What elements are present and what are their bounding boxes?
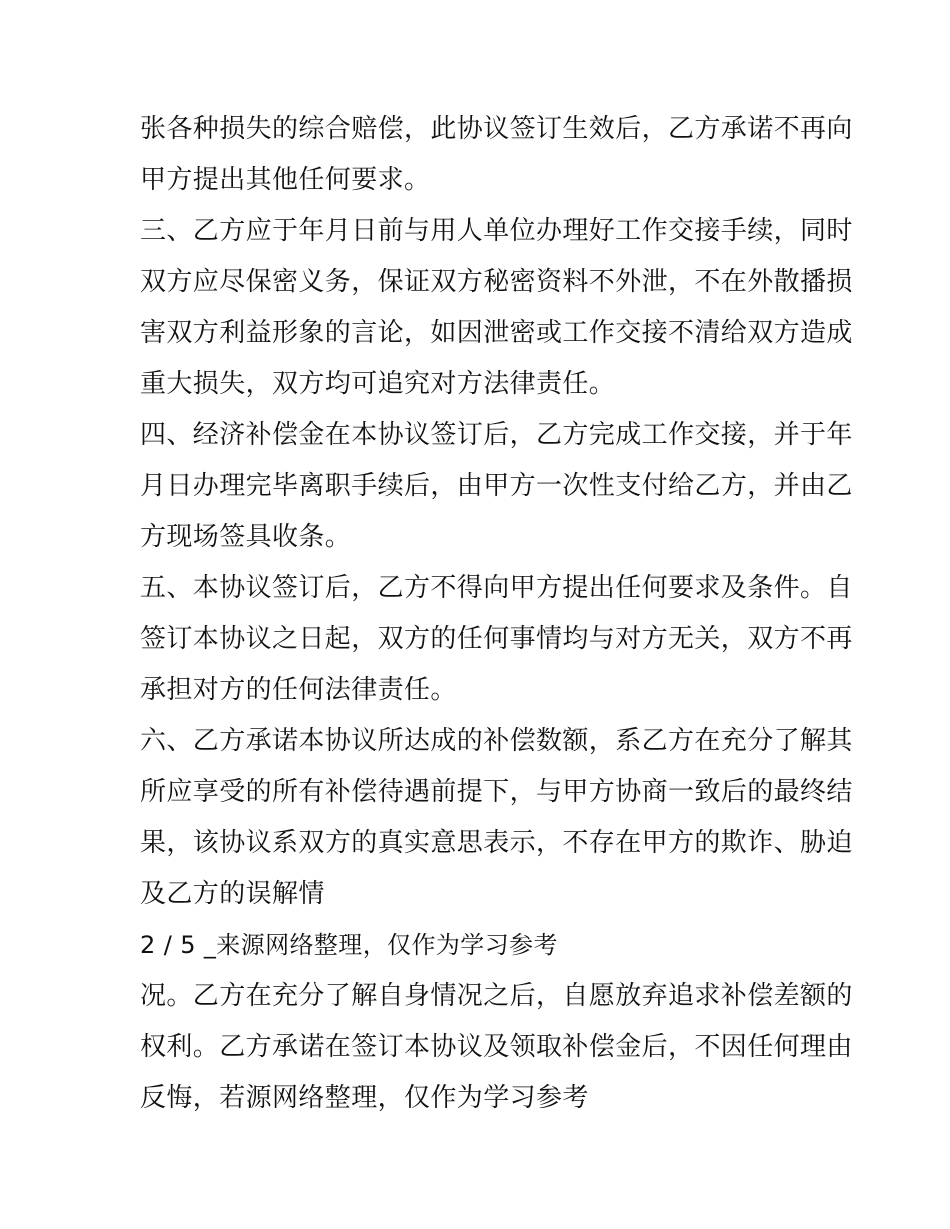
continuation-line: 反悔，若源网络整理，仅作为学习参考 xyxy=(140,1083,589,1113)
paragraph-line: 方现场签具收条。 xyxy=(140,522,352,552)
paragraph-line: 三、乙方应于年月日前与用人单位办理好工作交接手续，同时 xyxy=(140,216,853,246)
document-page xyxy=(140,104,853,1124)
page-marker: 2 / 5 _来源网络整理，仅作为学习参考 xyxy=(140,931,558,959)
paragraph-line: 重大损失，双方均可追究对方法律责任。 xyxy=(140,369,616,399)
paragraph-line: 签订本协议之日起，双方的任何事情均与对方无关，双方不再 xyxy=(140,624,853,654)
paragraph-line: 所应享受的所有补偿待遇前提下，与甲方协商一致后的最终结 xyxy=(140,777,853,807)
paragraph-line: 双方应尽保密义务，保证双方秘密资料不外泄，不在外散播损 xyxy=(140,267,853,297)
paragraph-line: 张各种损失的综合赔偿，此协议签订生效后，乙方承诺不再向 xyxy=(140,114,853,144)
paragraph-line: 四、经济补偿金在本协议签订后，乙方完成工作交接，并于年 xyxy=(140,420,853,450)
paragraph-line: 果，该协议系双方的真实意思表示，不存在甲方的欺诈、胁迫 xyxy=(140,828,853,858)
paragraph-line: 承担对方的任何法律责任。 xyxy=(140,675,457,705)
continuation-line: 况。乙方在充分了解自身情况之后，自愿放弃追求补偿差额的 xyxy=(140,981,853,1011)
paragraph-line: 六、乙方承诺本协议所达成的补偿数额，系乙方在充分了解其 xyxy=(140,726,853,756)
paragraph-line: 甲方提出其他任何要求。 xyxy=(140,165,431,195)
paragraph-line: 月日办理完毕离职手续后，由甲方一次性支付给乙方，并由乙 xyxy=(140,471,853,501)
paragraph-line: 害双方利益形象的言论，如因泄密或工作交接不清给双方造成 xyxy=(140,318,853,348)
continuation-line: 权利。乙方承诺在签订本协议及领取补偿金后，不因任何理由 xyxy=(140,1032,853,1062)
paragraph-line: 五、本协议签订后，乙方不得向甲方提出任何要求及条件。自 xyxy=(140,573,853,603)
paragraph-line: 及乙方的误解情 xyxy=(140,879,325,909)
